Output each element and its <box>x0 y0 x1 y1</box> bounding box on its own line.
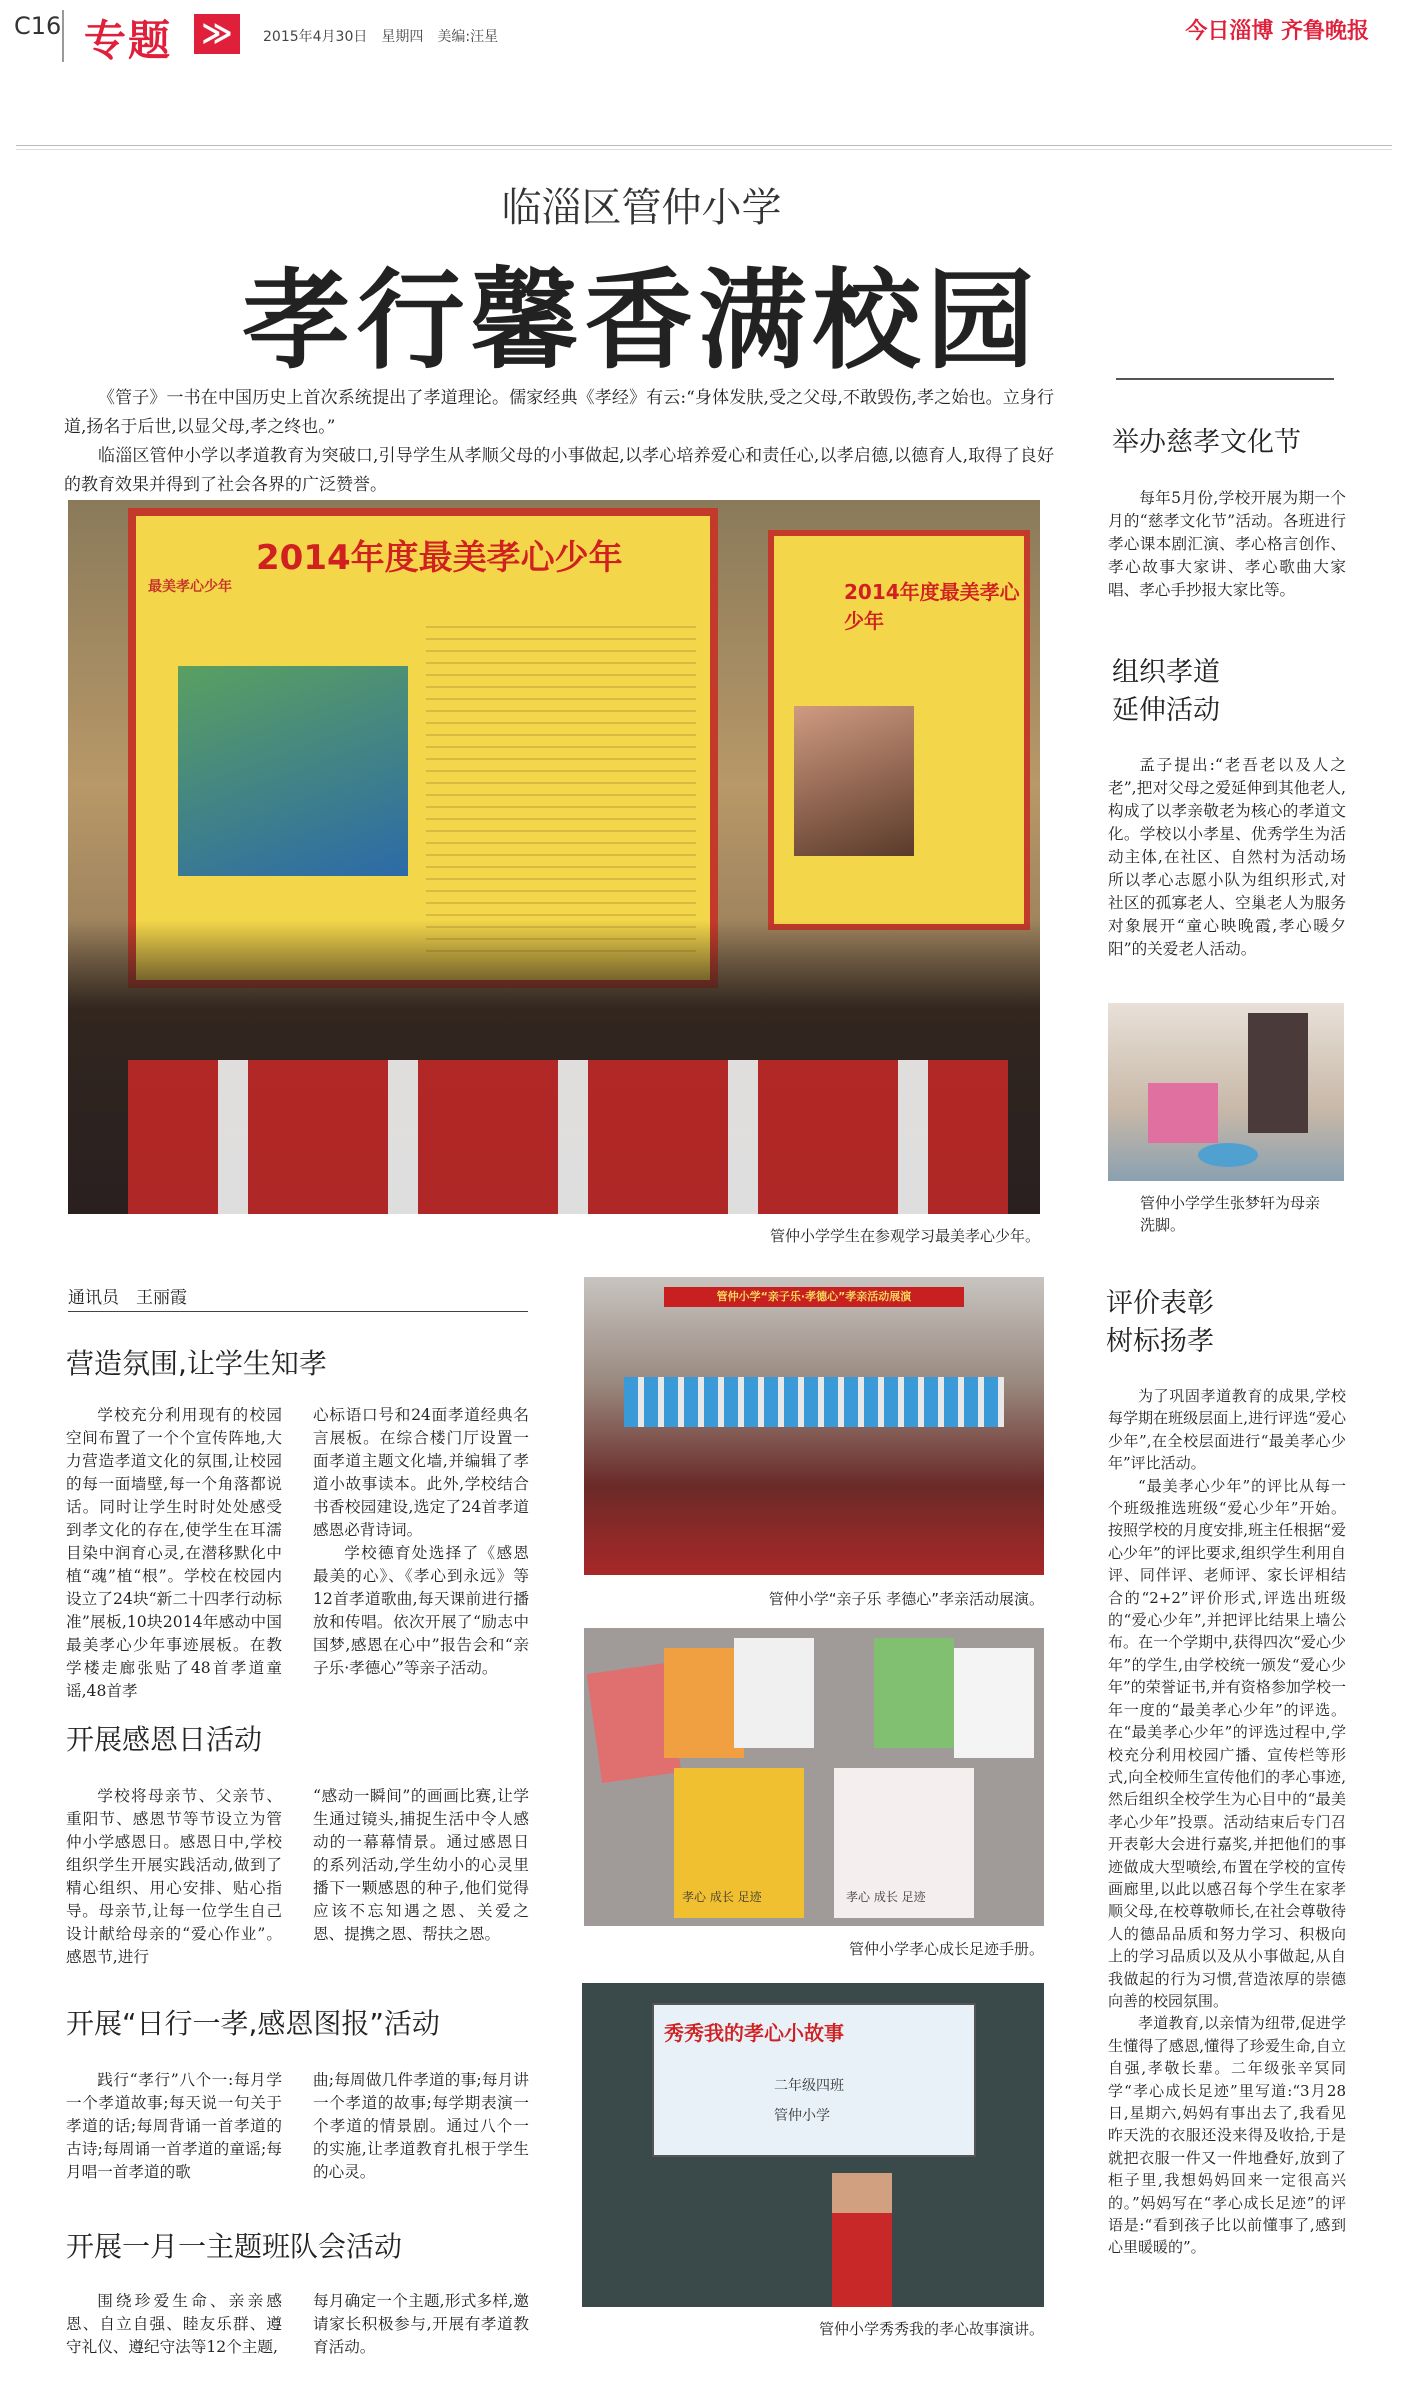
notebook-pink-cover: 孝心 成长 足迹 <box>846 1890 926 1904</box>
section1-col1 <box>66 1404 282 1703</box>
board-photo-boy <box>178 666 408 876</box>
right-section1-text: 每年5月份,学校开展为期一个月的“慈孝文化节”活动。各班进行孝心课本剧汇演、孝心格言创作、孝心故事大家讲、孝心歌曲大家唱、孝心手抄报大家比等。 <box>1108 489 1346 599</box>
lead-paragraph <box>64 384 1054 500</box>
section2-col2-text: “感动一瞬间”的画画比赛,让学生通过镜头,捕捉生活中令人感动的一幕幕情景。通过感恩日的系列活动,学生幼小的心灵里播下一颗感恩的种子,他们觉得应该不忘知遇之恩、关爱之恩、提携之恩、帮扶之恩。 <box>313 1787 529 1943</box>
section-heading-gratitude-day: 开展感恩日活动 <box>66 1723 263 1756</box>
performance-photo <box>584 1277 1044 1575</box>
page-number: C16 <box>14 12 62 40</box>
notebooks-photo <box>584 1628 1044 1926</box>
wash-basin <box>1198 1143 1258 1167</box>
section-heading-evaluation-line1: 评价表彰 <box>1106 1288 1214 1319</box>
chevron-right-icon: ≫ <box>194 14 240 54</box>
section1-col1-text: 学校充分利用现有的校园空间布置了一个个宣传阵地,大力营造孝道文化的氛围,让校园的每一面墙壁,每一个角落都说话。同时让学生时时处处感受到孝文化的存在,使学生在耳濡目染中润育心灵,在潜移默化中植“魂”植“根”。学校在校园内设立了24块“新二十四孝行动标准”展板,10块2014年感动中国最美孝心少年事迹展板。在教学楼走廊张贴了48首孝道童谣,48首孝 <box>66 1406 282 1700</box>
screen-school: 管仲小学 <box>774 2108 830 2124</box>
lead-p1: 《管子》一书在中国历史上首次系统提出了孝道理论。儒家经典《孝经》有云:“身体发肤,受之父母,不敢毁伤,孝之始也。立身行道,扬名于后世,以显父母,孝之终也。” <box>64 388 1054 437</box>
right-section3-text1: 为了巩固孝道教育的成果,学校每学期在班级层面上,进行评选“爱心少年”,在全校层面进行“最美孝心少年”评比活动。 <box>1108 1387 1346 1473</box>
right-column-rule <box>1116 378 1334 380</box>
projector-screen <box>652 2003 976 2157</box>
notebook-orange <box>664 1648 744 1758</box>
headline-title: 孝行馨香满校园 <box>242 259 1041 384</box>
mother-figure <box>1248 1013 1308 1133</box>
display-board-left <box>128 508 718 988</box>
section-heading-monthly-theme: 开展一月一主题班队会活动 <box>66 2230 403 2263</box>
right-section2-text: 孟子提出:“老吾老以及人之老”,把对父母之爱延伸到其他老人,构成了以孝亲敬老为核心的孝道文化。学校以小孝星、优秀学生为活动主体,在社区、自然村为活动场所以孝心志愿小队为组织形式,对社区的孤寡老人、空巢老人为服务对象展开“童心映晚霞,孝心暖夕阳”的关爱老人活动。 <box>1108 756 1346 958</box>
notebooks-caption: 管仲小学孝心成长足迹手册。 <box>848 1940 1044 1958</box>
notebook-white-1 <box>734 1638 814 1748</box>
notebook-white-2 <box>954 1648 1034 1758</box>
board-photo-girl <box>794 706 914 856</box>
newspaper-brand: 今日淄博 齐鲁晚报 <box>1185 19 1369 44</box>
section2-col2 <box>313 1785 529 1946</box>
display-board-right <box>768 530 1030 930</box>
section-heading-extension-line2: 延伸活动 <box>1112 695 1220 726</box>
board-title: 2014年度最美孝心少年 <box>256 538 623 578</box>
section1-col2-text-b: 学校德育处选择了《感恩最美的心》、《孝心到永远》等12首孝道歌曲,每天课前进行播放和传唱。依次开展了“励志中国梦,感恩在心中”报告会和“亲子乐·孝德心”等亲子活动。 <box>313 1544 529 1677</box>
screen-class: 二年级四班 <box>774 2078 844 2094</box>
section3-col1 <box>66 2069 282 2184</box>
section-heading-evaluation-line2: 树标扬孝 <box>1106 1326 1214 1357</box>
section-label: 专题 <box>84 16 173 65</box>
main-photo-caption: 管仲小学学生在参观学习最美孝心少年。 <box>769 1227 1040 1245</box>
board-logo: 最美孝心少年 <box>148 579 232 595</box>
section-heading-evaluation <box>1106 1285 1214 1361</box>
header-rule-secondary <box>16 149 1392 150</box>
story-caption: 管仲小学秀秀我的孝心故事演讲。 <box>818 2320 1044 2338</box>
section1-col2 <box>313 1404 529 1680</box>
section3-col1-text: 践行“孝行”八个一:每月学一个孝道故事;每天说一句关于孝道的话;每周背诵一首孝道的古诗;每周诵一首孝道的童谣;每月唱一首孝道的歌 <box>66 2071 282 2181</box>
section1-col2-text-a: 心标语口号和24面孝道经典名言展板。在综合楼门厅设置一面孝道主题文化墙,并编辑了孝道小故事读本。此外,学校结合书香校园建设,选定了24首孝道感恩必背诗词。 <box>313 1406 529 1539</box>
section-heading-daily-filial: 开展“日行一孝,感恩图报”活动 <box>66 2007 440 2040</box>
section2-col1 <box>66 1785 282 1969</box>
board-title-right: 2014年度最美孝心少年 <box>844 580 1020 633</box>
right-section1 <box>1108 487 1346 602</box>
date-line: 2015年4月30日 星期四 美编:汪星 <box>263 29 499 45</box>
students-uniforms <box>128 1060 1008 1214</box>
foot-wash-photo <box>1108 1003 1344 1181</box>
section2-col1-text: 学校将母亲节、父亲节、重阳节、感恩节等节设立为管仲小学感恩日。感恩日中,学校组织学生开展实践活动,做到了精心组织、用心安排、贴心指导。母亲节,让每一位学生自己设计献给母亲的“爱心作业”。感恩节,进行 <box>66 1787 282 1966</box>
section4-col2 <box>313 2290 529 2359</box>
notebook-green <box>874 1638 954 1748</box>
section3-col2 <box>313 2069 529 2184</box>
notebook-pink <box>834 1768 974 1918</box>
section-heading-extension-line1: 组织孝道 <box>1112 657 1220 688</box>
section-heading-extension <box>1112 654 1220 730</box>
screen-title: 秀秀我的孝心小故事 <box>664 2021 844 2045</box>
section4-col2-text: 每月确定一个主题,形式多样,邀请家长积极参与,开展有孝道教育活动。 <box>313 2292 529 2356</box>
right-section3-text2: “最美孝心少年”的评比从每一个班级推选班级“爱心少年”开始。按照学校的月度安排,班主任根据“爱心少年”的评比要求,组织学生利用自评、同伴评、老师评、家长评相结合的“2+2”评价形式,评选出班级的“爱心少年”,并把评比结果上墙公布。在一个学期中,获得四次“爱心少年”的学生,由学校统一颁发“爱心少年”的荣誉证书,并有资格参加学校一年一度的“最美孝心少年”的评选。在“最美孝心少年”的评选过程中,学校充分利用校园广播、宣传栏等形式,向全校师生宣传他们的孝心事迹,然后组织全校学生为心目中的“最美孝心少年”投票。活动结束后专门召开表彰大会进行嘉奖,并把他们的事迹做成大型喷绘,布置在学校的宣传画廊里,以此以感召每个学生在家孝顺父母,在校尊敬师长,在社会尊敬待人的德品品质和努力学习、积极向上的学习品质以及从小事做起,从自我做起的行为习惯,营造浓厚的崇德向善的校园氛围。 <box>1108 1476 1346 2010</box>
notebook-yellow-cover: 孝心 成长 足迹 <box>682 1890 762 1904</box>
header-divider <box>62 10 64 62</box>
foot-wash-caption-line1: 管仲小学学生张梦轩为母亲 <box>1140 1194 1321 1212</box>
speaking-student <box>832 2173 892 2307</box>
story-photo <box>582 1983 1044 2307</box>
stage-performers <box>624 1377 1004 1427</box>
headline-subtitle: 临淄区管仲小学 <box>501 185 782 231</box>
main-photo <box>68 500 1040 1214</box>
performance-banner: 管仲小学“亲子乐·孝德心”孝亲活动展演 <box>664 1287 964 1307</box>
section3-col2-text: 曲;每周做几件孝道的事;每月讲一个孝道的故事;每学期表演一个孝道的情景剧。通过八个一的实施,让孝道教育扎根于学生的心灵。 <box>313 2071 529 2181</box>
section-heading-atmosphere: 营造氛围,让学生知孝 <box>66 1347 327 1380</box>
byline-rule <box>68 1311 528 1312</box>
child-figure <box>1148 1083 1218 1143</box>
board-text-block <box>426 616 696 956</box>
foot-wash-caption-line2: 洗脚。 <box>1140 1216 1186 1234</box>
section4-col1-text: 围绕珍爱生命、亲亲感恩、自立自强、睦友乐群、遵守礼仪、遵纪守法等12个主题, <box>66 2292 282 2356</box>
performance-caption: 管仲小学“亲子乐 孝德心”孝亲活动展演。 <box>768 1590 1044 1608</box>
right-section2 <box>1108 754 1346 961</box>
section4-col1 <box>66 2290 282 2359</box>
byline: 通讯员 王丽霞 <box>68 1288 187 1308</box>
lead-p2: 临淄区管仲小学以孝道教育为突破口,引导学生从孝顺父母的小事做起,以孝心培养爱心和责任心,以孝启德,以德育人,取得了良好的教育效果并得到了社会各界的广泛赞誉。 <box>64 446 1054 495</box>
right-section3 <box>1108 1385 1346 2259</box>
section-heading-culture-festival: 举办慈孝文化节 <box>1112 427 1301 458</box>
header-rule <box>16 145 1392 146</box>
right-section3-text3: 孝道教育,以亲情为纽带,促进学生懂得了感恩,懂得了珍爱生命,自立自强,孝敬长辈。二年级张辛冥同学“孝心成长足迹”里写道:“3月28日,星期六,妈妈有事出去了,我看见昨天洗的衣服还没来得及收拾,于是就把衣服一件又一件地叠好,放到了柜子里,我想妈妈回来一定很高兴的。”妈妈写在“孝心成长足迹”的评语是:“看到孩子比以前懂事了,感到心里暖暖的”。 <box>1108 2014 1346 2257</box>
notebook-yellow <box>674 1768 804 1918</box>
foot-wash-caption <box>1140 1192 1360 1236</box>
